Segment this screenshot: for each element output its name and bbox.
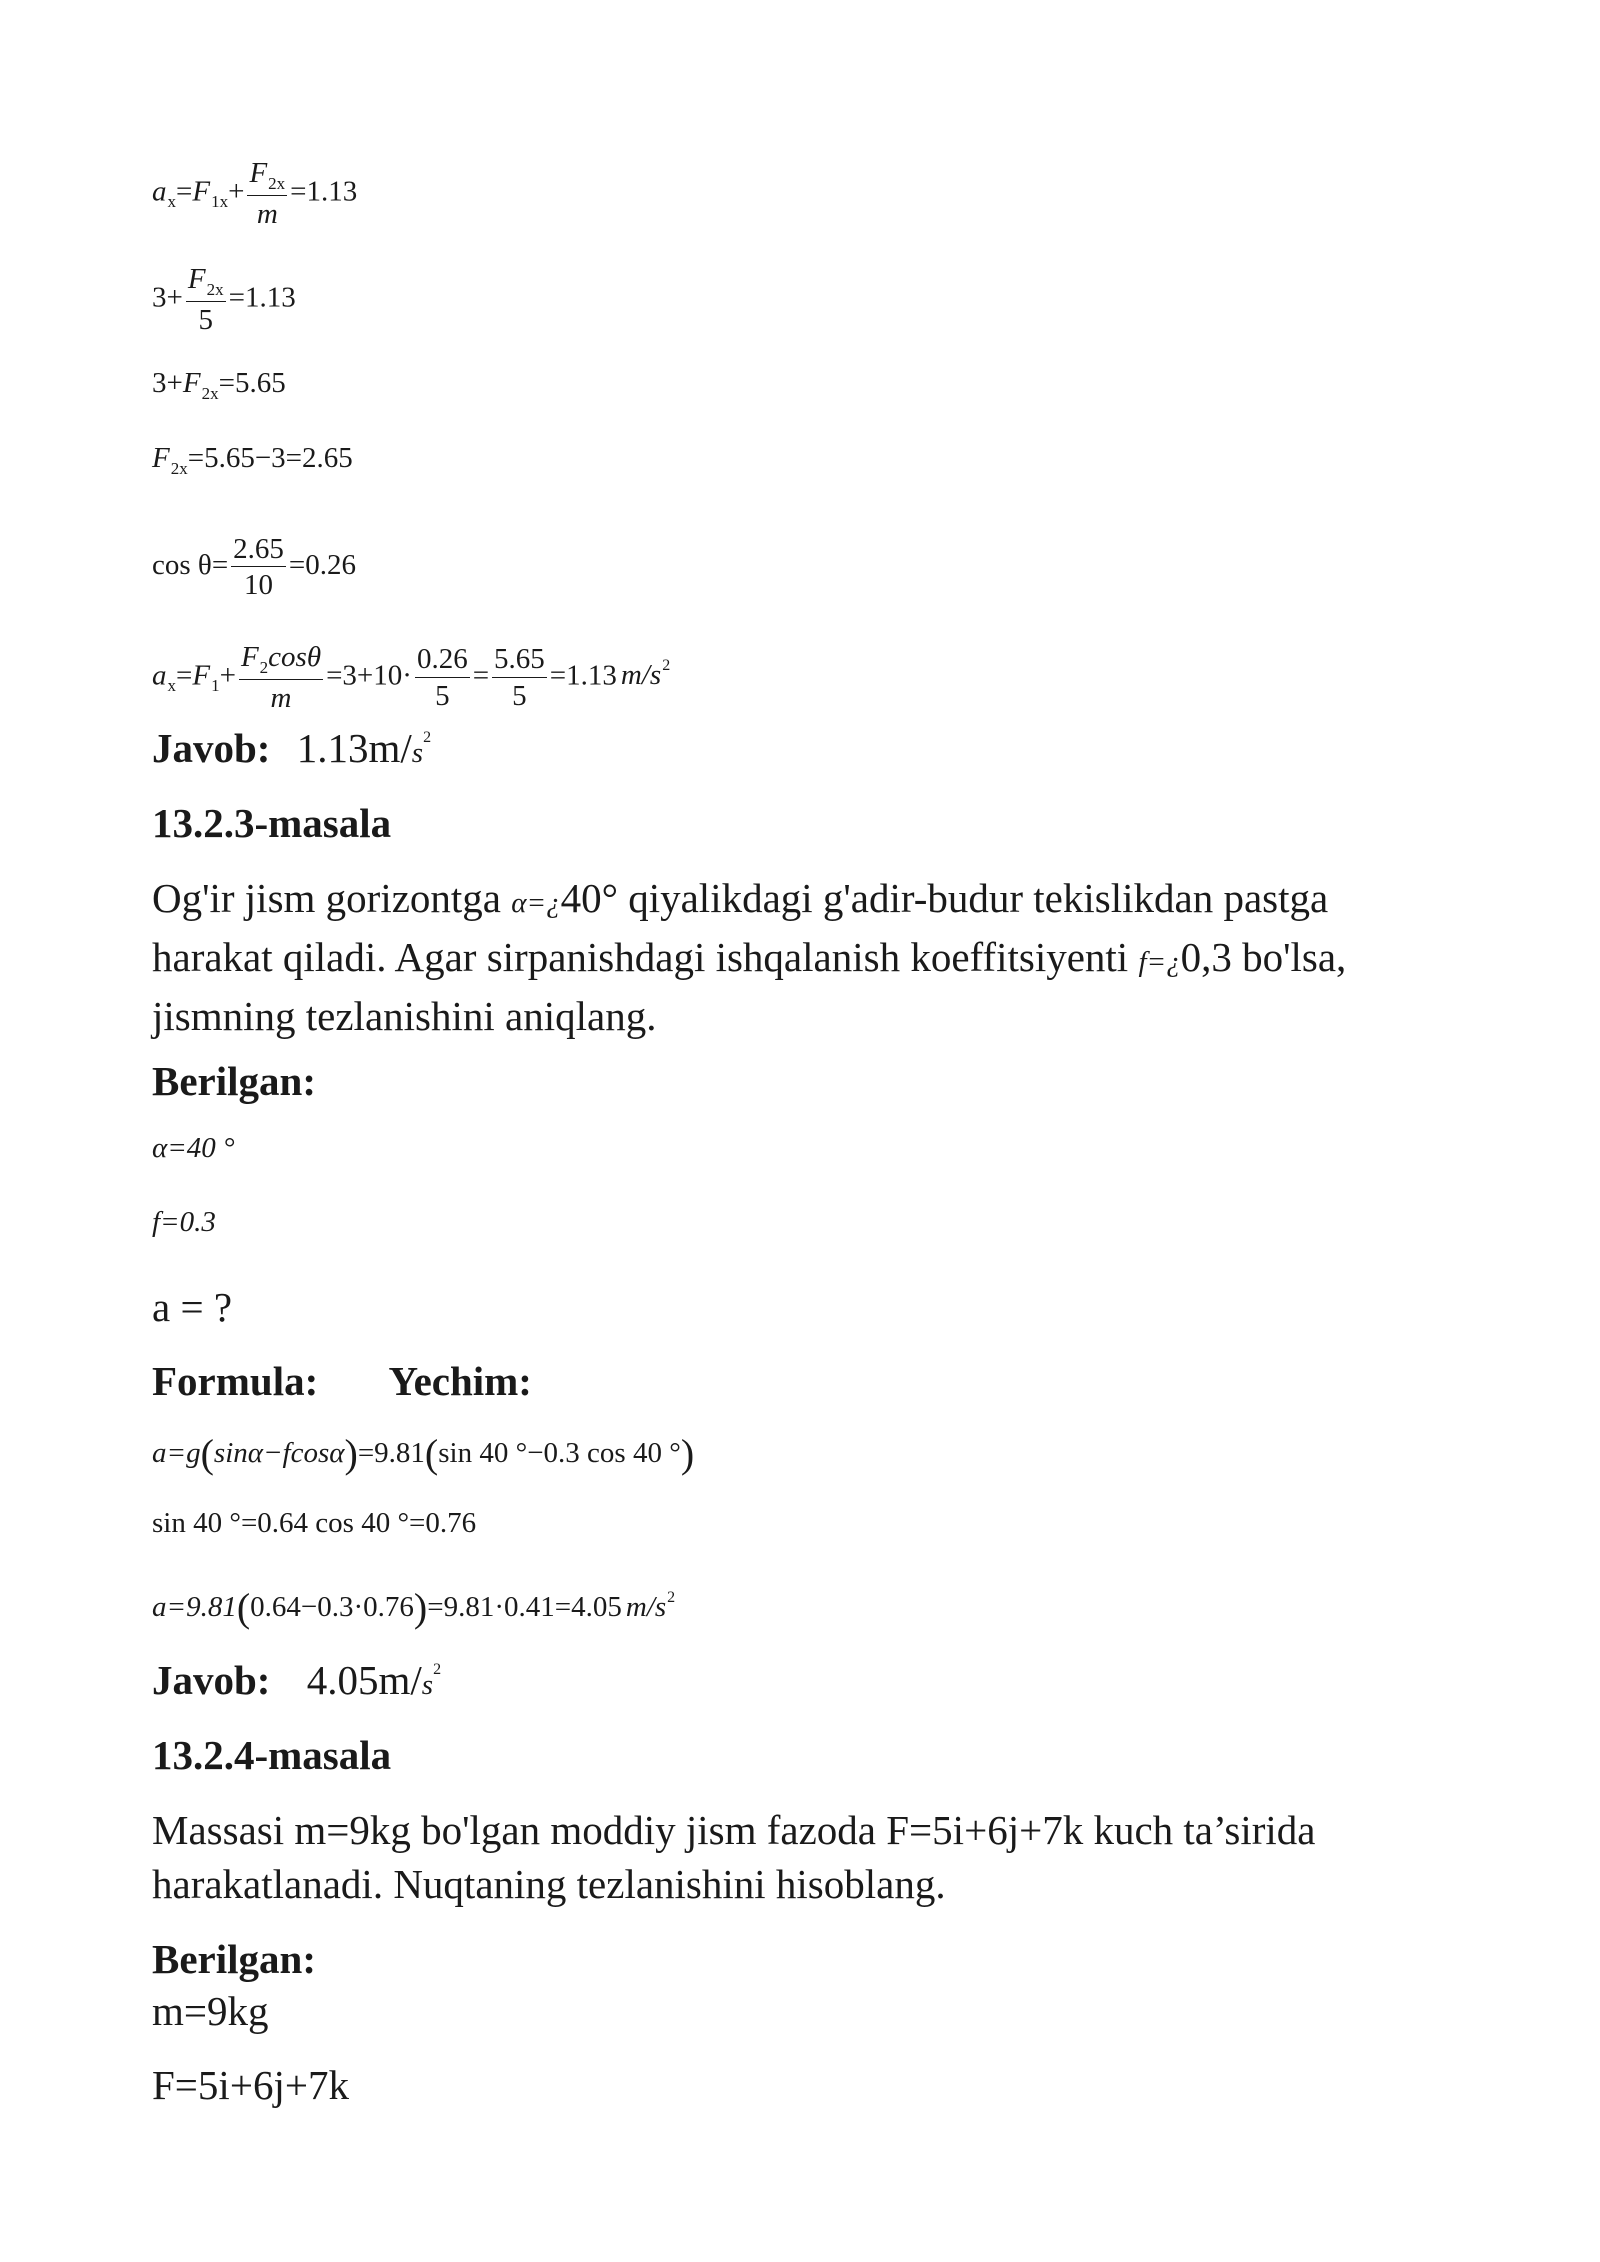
problem-title: 13.2.4-masala [152,1732,392,1778]
eq-sub: 2x [201,384,219,403]
eq-sub: x [167,192,176,212]
fraction [247,158,287,229]
eq-value: =9.81·0.41=4.05 [427,1591,622,1623]
eq-op: = [187,442,205,474]
eq-op: = [288,549,306,582]
eq-symbol: F [192,175,211,208]
answer-2 [152,1656,441,1704]
fraction [231,534,286,601]
given-force: F=5i+6j+7k [152,2062,349,2108]
inline-math: α=¿ [511,887,561,919]
solution-equation-1: a=g(sinα−fcosα)=9.81(sin 40 °−0.3 cos 40 °) [152,1431,695,1476]
solution-equation-3: a=9.81(0.64−0.3·0.76)=9.81·0.41=4.05 $m/s^2$ [152,1585,676,1630]
eq-symbol: F [152,442,170,474]
formula-row [152,1357,532,1405]
eq-value: 10 [244,569,274,602]
eq-op: + [219,659,236,692]
eq-value: 3 [152,281,167,314]
eq-symbol: F [182,367,201,399]
eq-op: = [290,175,307,208]
given-mass: m=9kg [152,1988,269,2034]
problem-text: Massasi m=9kg bo'lgan moddiy jism fazoda F=5i+6j+7k kuch ta’sirida harakatlanadi. Nuqtaning tezlanishini hisoblang. [152,1807,1316,1907]
given-value: f=0.3 [152,1206,216,1238]
eq-symbol: F [240,641,259,673]
eq-sub: 2x [170,459,188,478]
eq-value: 5.65 [492,644,547,677]
given-label: Berilgan: [152,1936,316,1982]
eq-op: = [176,175,193,208]
eq-op: + [166,367,183,399]
eq-unit: m/s [620,659,662,692]
eq-value: 3 [152,367,167,399]
inline-math: f=¿ [1138,946,1181,978]
text-segment: 40° qiyalikdagi g'adir-budur tekislikdan pastga harakat qiladi. Agar sirpanishdagi ishqalanish koeffitsiyenti [152,875,1329,980]
eq-symbol: m [270,681,292,714]
answer-unit: s [411,737,424,769]
eq-symbol: a=g [152,1437,201,1469]
answer-unit: s [421,1669,434,1701]
answer-power: 2 [423,729,432,746]
eq-value: 5 [512,679,527,712]
fraction [492,644,547,711]
eq-op: = [326,659,343,692]
eq-symbol: m [256,197,278,230]
fraction [239,642,323,713]
eq-value: 1.13 [566,659,617,692]
eq-op: = [549,659,567,692]
eq-sub: x [167,676,176,696]
eq-sub: 2x [268,174,286,193]
equation-3 [152,369,286,402]
given-label: Berilgan: [152,1058,316,1104]
answer-label: Javob: [152,725,271,771]
solution-equation-2: sin 40 °=0.64 cos 40 °=0.76 [152,1507,477,1539]
eq-value: 1.13 [306,175,358,208]
unknown: a = ? [152,1284,233,1330]
given-f [152,1208,216,1237]
answer-value [307,1657,441,1703]
fraction [415,644,470,711]
problem-text [152,871,1452,1043]
eq-symbol: F [249,157,268,189]
eq-symbol: sinα−fcosα [213,1437,345,1469]
equation-2 [152,264,296,335]
text-segment: Og'ir jism gorizontga [152,875,512,921]
eq-value: 0.26 [415,644,470,677]
eq-value: sin 40 °−0.3 cos 40 ° [438,1437,681,1469]
eq-op: + [228,175,245,208]
eq-op: = [218,367,235,399]
eq-sup: 2 [662,657,671,675]
eq-value: 0.26 [305,549,357,582]
equation-4 [152,444,353,477]
equation-ax-final [152,642,670,713]
eq-op: = [211,549,229,582]
eq-symbol: a [152,175,167,208]
eq-symbol: F [192,659,211,692]
answer-label: Javob: [152,1657,271,1703]
eq-unit: m/s [625,1591,667,1623]
eq-sup: 2 [667,1589,676,1606]
text-segment: 0,3 bo'lsa, jismning tezlanishini aniqlang. [152,934,1347,1039]
eq-symbol: a=9.81 [152,1591,237,1623]
eq-op: = [228,281,245,314]
given-alpha [152,1134,235,1163]
answer-number: 4.05m/ [306,1657,422,1703]
eq-sub: 1x [211,192,229,212]
fraction [186,264,226,335]
answer-power: 2 [433,1661,442,1678]
eq-sub: 2x [206,280,224,299]
eq-sub: 2 [259,658,269,677]
eq-value: 5 [198,303,213,336]
answer-1 [152,724,431,772]
solution-label: Yechim: [388,1358,532,1404]
given-value: α=40 ° [152,1132,235,1164]
eq-symbol: a [152,659,167,692]
eq-value: 2.65 [231,534,286,567]
problem-title: 13.2.3-masala [152,800,392,846]
eq-op: = [472,659,490,692]
formula-label: Formula: [152,1358,319,1404]
eq-value: 1.13 [244,281,296,314]
eq-value: 3+10· [342,659,412,692]
eq-value: 5 [435,679,450,712]
eq-value: =9.81 [357,1437,425,1469]
eq-value: 0.64−0.3·0.76 [250,1591,414,1623]
eq-sub: 1 [211,676,220,696]
eq-value: 5.65 [234,367,286,399]
eq-symbol: F [187,263,206,295]
eq-symbol: cosθ [268,641,322,673]
equation-ax-1 [152,158,357,229]
eq-op: + [166,281,183,314]
answer-number: 1.13m/ [296,725,412,771]
eq-value: 5.65−3=2.65 [204,442,353,474]
answer-value [297,725,431,771]
eq-op: = [176,659,193,692]
equation-cos-theta [152,534,356,601]
eq-symbol: cos θ [152,549,212,582]
